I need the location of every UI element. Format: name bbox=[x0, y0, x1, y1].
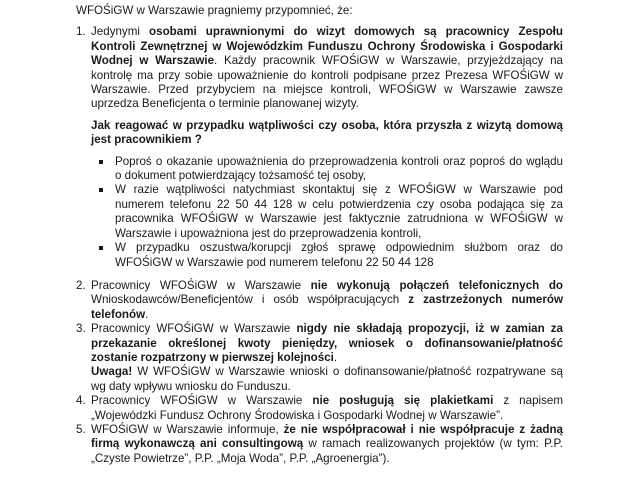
bullet-item-1 bbox=[97, 155, 563, 184]
square-bullet-icon bbox=[99, 160, 103, 164]
list-number: 1. bbox=[76, 25, 86, 39]
list-number: 4. bbox=[76, 394, 86, 408]
bullet-text: W razie wątpliwości natychmiast skontaktuj się z WFOŚiGW w Warszawie pod numerem telefonu 22 50 44 128 w celu potwierdzenia czy osoba podająca się za pracownika WFOŚiGW w Warszawie jest faktycznie zatrudniona w WFOŚiGW w Warszawie i upoważniona jest do przeprowadzenia kontroli, bbox=[115, 183, 563, 240]
note-text: W WFOŚiGW w Warszawie wnioski o dofinansowanie/płatność rozpatrywane są wg daty wpływu wniosku do Funduszu. bbox=[91, 365, 563, 393]
bullet-item-2 bbox=[97, 183, 563, 241]
text-run: Jedynymi bbox=[91, 25, 150, 39]
list-item-body bbox=[91, 322, 563, 394]
document-body bbox=[76, 4, 563, 466]
text-run: Pracownicy WFOŚiGW w Warszawie bbox=[91, 278, 311, 292]
text-run: . Każdy pracownik WFOŚiGW w Warszawie, przyjeżdzający na kontrolę ma przy sobie upoważnienie do kontroli podpisane przez Prezesa WFOŚiGW w Warszawie. Przed przybyciem na miejsce kontroli, WFOŚiGW w Warszawie zawsze uprzedza Beneficjenta o terminie planowanej wizyty. bbox=[91, 54, 563, 111]
text-run: . bbox=[333, 350, 338, 364]
bold-text-run: nie posługują się plakietkami bbox=[312, 394, 494, 408]
text-run: Wnioskodawców/Beneficjentów i osób współpracujących bbox=[91, 293, 409, 307]
bold-text-run: nie wykonują połączeń telefonicznych do bbox=[310, 278, 563, 292]
bullet-list bbox=[97, 155, 563, 270]
note-paragraph bbox=[91, 365, 563, 394]
intro-paragraph: WFOŚiGW w Warszawie pragniemy przypomnieć, że: bbox=[76, 4, 353, 17]
text-run: Pracownicy WFOŚiGW w Warszawie bbox=[91, 322, 297, 336]
bold-text-run: nigdy nie składają propozycji, iż w zamian za przekazanie określonej kwoty pieniędzy, wniosek o dofinansowanie/płatność zostanie rozpatrzony w pierwszej kolejności bbox=[91, 322, 564, 364]
bold-text-run: z zastrzeżonych numerów telefonów bbox=[91, 293, 563, 321]
list-item-body bbox=[91, 279, 563, 322]
list-number: 5. bbox=[76, 422, 86, 436]
note-label: Uwaga! bbox=[91, 365, 133, 379]
text-run: . bbox=[145, 307, 149, 321]
list-number: 3. bbox=[76, 322, 86, 336]
list-item-4 bbox=[76, 394, 563, 423]
list-item-1 bbox=[76, 25, 563, 111]
bold-text-run: że nie współpracował i nie współpracuje z żadną firmą wykonawczą ani consultingową bbox=[91, 422, 564, 451]
question-heading: Jak reagować w przypadku wątpliwości czy osoba, która przyszła z wizytą domową jest pracownikiem ? bbox=[91, 118, 563, 147]
square-bullet-icon bbox=[99, 188, 103, 192]
text-run: WFOŚiGW w Warszawie informuje, bbox=[91, 422, 284, 436]
text-run: z napisem „Wojewódzki Fundusz Ochrony Środowiska i Gospodarki Wodnej w Warszawie”. bbox=[91, 394, 564, 422]
list-item-body bbox=[91, 25, 563, 111]
list-item-2 bbox=[76, 279, 563, 322]
list-item-3 bbox=[76, 322, 563, 394]
bullet-item-3 bbox=[97, 241, 563, 270]
list-item-body bbox=[91, 394, 563, 423]
bold-text-run: osobami uprawnionymi do wizyt domowych są pracownicy Zespołu Kontroli Zewnętrznej w Wojewódzkim Funduszu Ochrony Środowiska i Gospodarki Wodnej w Warszawie bbox=[91, 25, 563, 68]
square-bullet-icon bbox=[99, 246, 103, 250]
text-run: Pracownicy WFOŚiGW w Warszawie bbox=[91, 394, 313, 408]
text-run: w ramach realizowanych projektów (w tym: P.P. „Czyste Powietrze”, P.P. „Moja Woda”, P.P. „Agroenergia”). bbox=[91, 437, 563, 465]
list-item-5 bbox=[76, 423, 563, 466]
bullet-text: Poproś o okazanie upoważnienia do przeprowadzenia kontroli oraz poproś do wglądu o dokument potwierdzający tożsamość tej osoby, bbox=[115, 154, 563, 183]
list-number: 2. bbox=[76, 278, 86, 292]
list-item-body bbox=[91, 423, 563, 466]
bullet-text: W przypadku oszustwa/korupcji zgłoś sprawę odpowiednim służbom oraz do WFOŚiGW w Warszawie pod numerem telefonu 22 50 44 128 bbox=[115, 241, 563, 269]
